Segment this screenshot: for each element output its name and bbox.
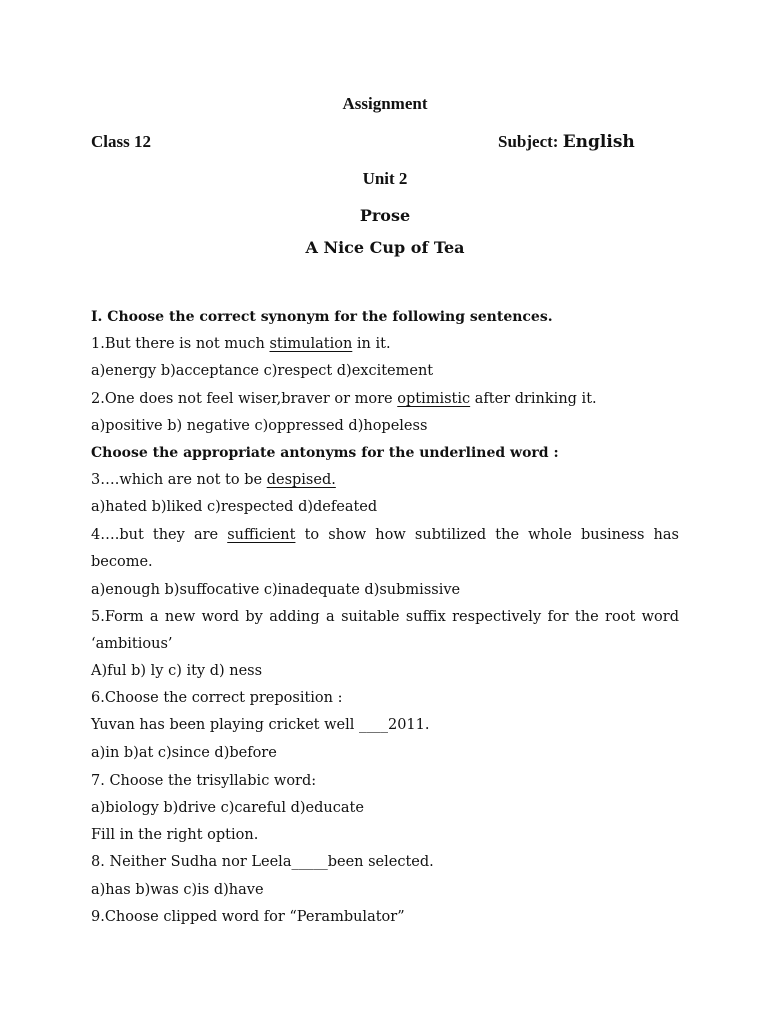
subject-line	[498, 132, 635, 152]
question-1-text: 1.But there is not much	[91, 336, 270, 352]
question-6-sentence: Yuvan has been playing cricket well ____2011.	[91, 717, 430, 733]
section-heading: Prose	[359, 206, 411, 225]
question-1	[91, 336, 391, 352]
question-1-text-end: in it.	[352, 336, 391, 352]
question-2-text: 2.One does not feel wiser,braver or more	[91, 391, 398, 407]
question-7-options: a)biology b)drive c)careful d)educate	[91, 800, 364, 816]
question-2-options: a)positive b) negative c)oppressed d)hopeless	[91, 418, 428, 434]
question-5-continuation: ‘ambitious’	[91, 636, 173, 652]
question-4-options: a)enough b)suffocative c)inadequate d)submissive	[91, 582, 461, 598]
question-1-options: a)energy b)acceptance c)respect d)excitement	[91, 363, 434, 379]
question-2	[91, 391, 597, 407]
question-4-text-end: to show how subtilized the whole business has	[295, 527, 679, 543]
question-5: 5.Form a new word by adding a suitable suffix respectively for the root word	[91, 609, 679, 625]
synonym-section-heading: I. Choose the correct synonym for the following sentences.	[91, 309, 553, 325]
class-label: Class 12	[91, 132, 151, 151]
unit-heading: Unit 2	[362, 169, 408, 188]
antonym-section-heading: Choose the appropriate antonyms for the underlined word :	[91, 445, 559, 461]
question-8: 8. Neither Sudha nor Leela_____been selected.	[91, 854, 434, 870]
question-8-options: a)has b)was c)is d)have	[91, 882, 264, 898]
question-9: 9.Choose clipped word for “Perambulator”	[91, 909, 405, 925]
question-4-text: 4….but they are	[91, 527, 228, 543]
question-4-continuation: become.	[91, 554, 153, 570]
chapter-title: A Nice Cup of Tea	[305, 238, 465, 257]
underlined-word: stimulation	[269, 336, 353, 352]
question-3	[91, 472, 336, 488]
question-6-options: a)in b)at c)since d)before	[91, 745, 277, 761]
assignment-title: Assignment	[342, 94, 428, 113]
question-2-text-end: after drinking it.	[470, 391, 597, 407]
subject-label: Subject:	[498, 132, 559, 151]
question-6-prompt: 6.Choose the correct preposition :	[91, 690, 343, 706]
underlined-word: sufficient	[227, 527, 296, 543]
underlined-word: optimistic	[397, 391, 471, 407]
question-3-options: a)hated b)liked c)respected d)defeated	[91, 499, 378, 515]
question-7-prompt: 7. Choose the trisyllabic word:	[91, 773, 317, 789]
question-3-text: 3….which are not to be	[91, 472, 267, 488]
question-5-options: A)ful b) ly c) ity d) ness	[91, 663, 263, 679]
fill-instruction: Fill in the right option.	[91, 827, 259, 843]
subject-value: English	[562, 132, 635, 152]
question-4	[91, 527, 679, 543]
underlined-word: despised.	[266, 472, 336, 488]
